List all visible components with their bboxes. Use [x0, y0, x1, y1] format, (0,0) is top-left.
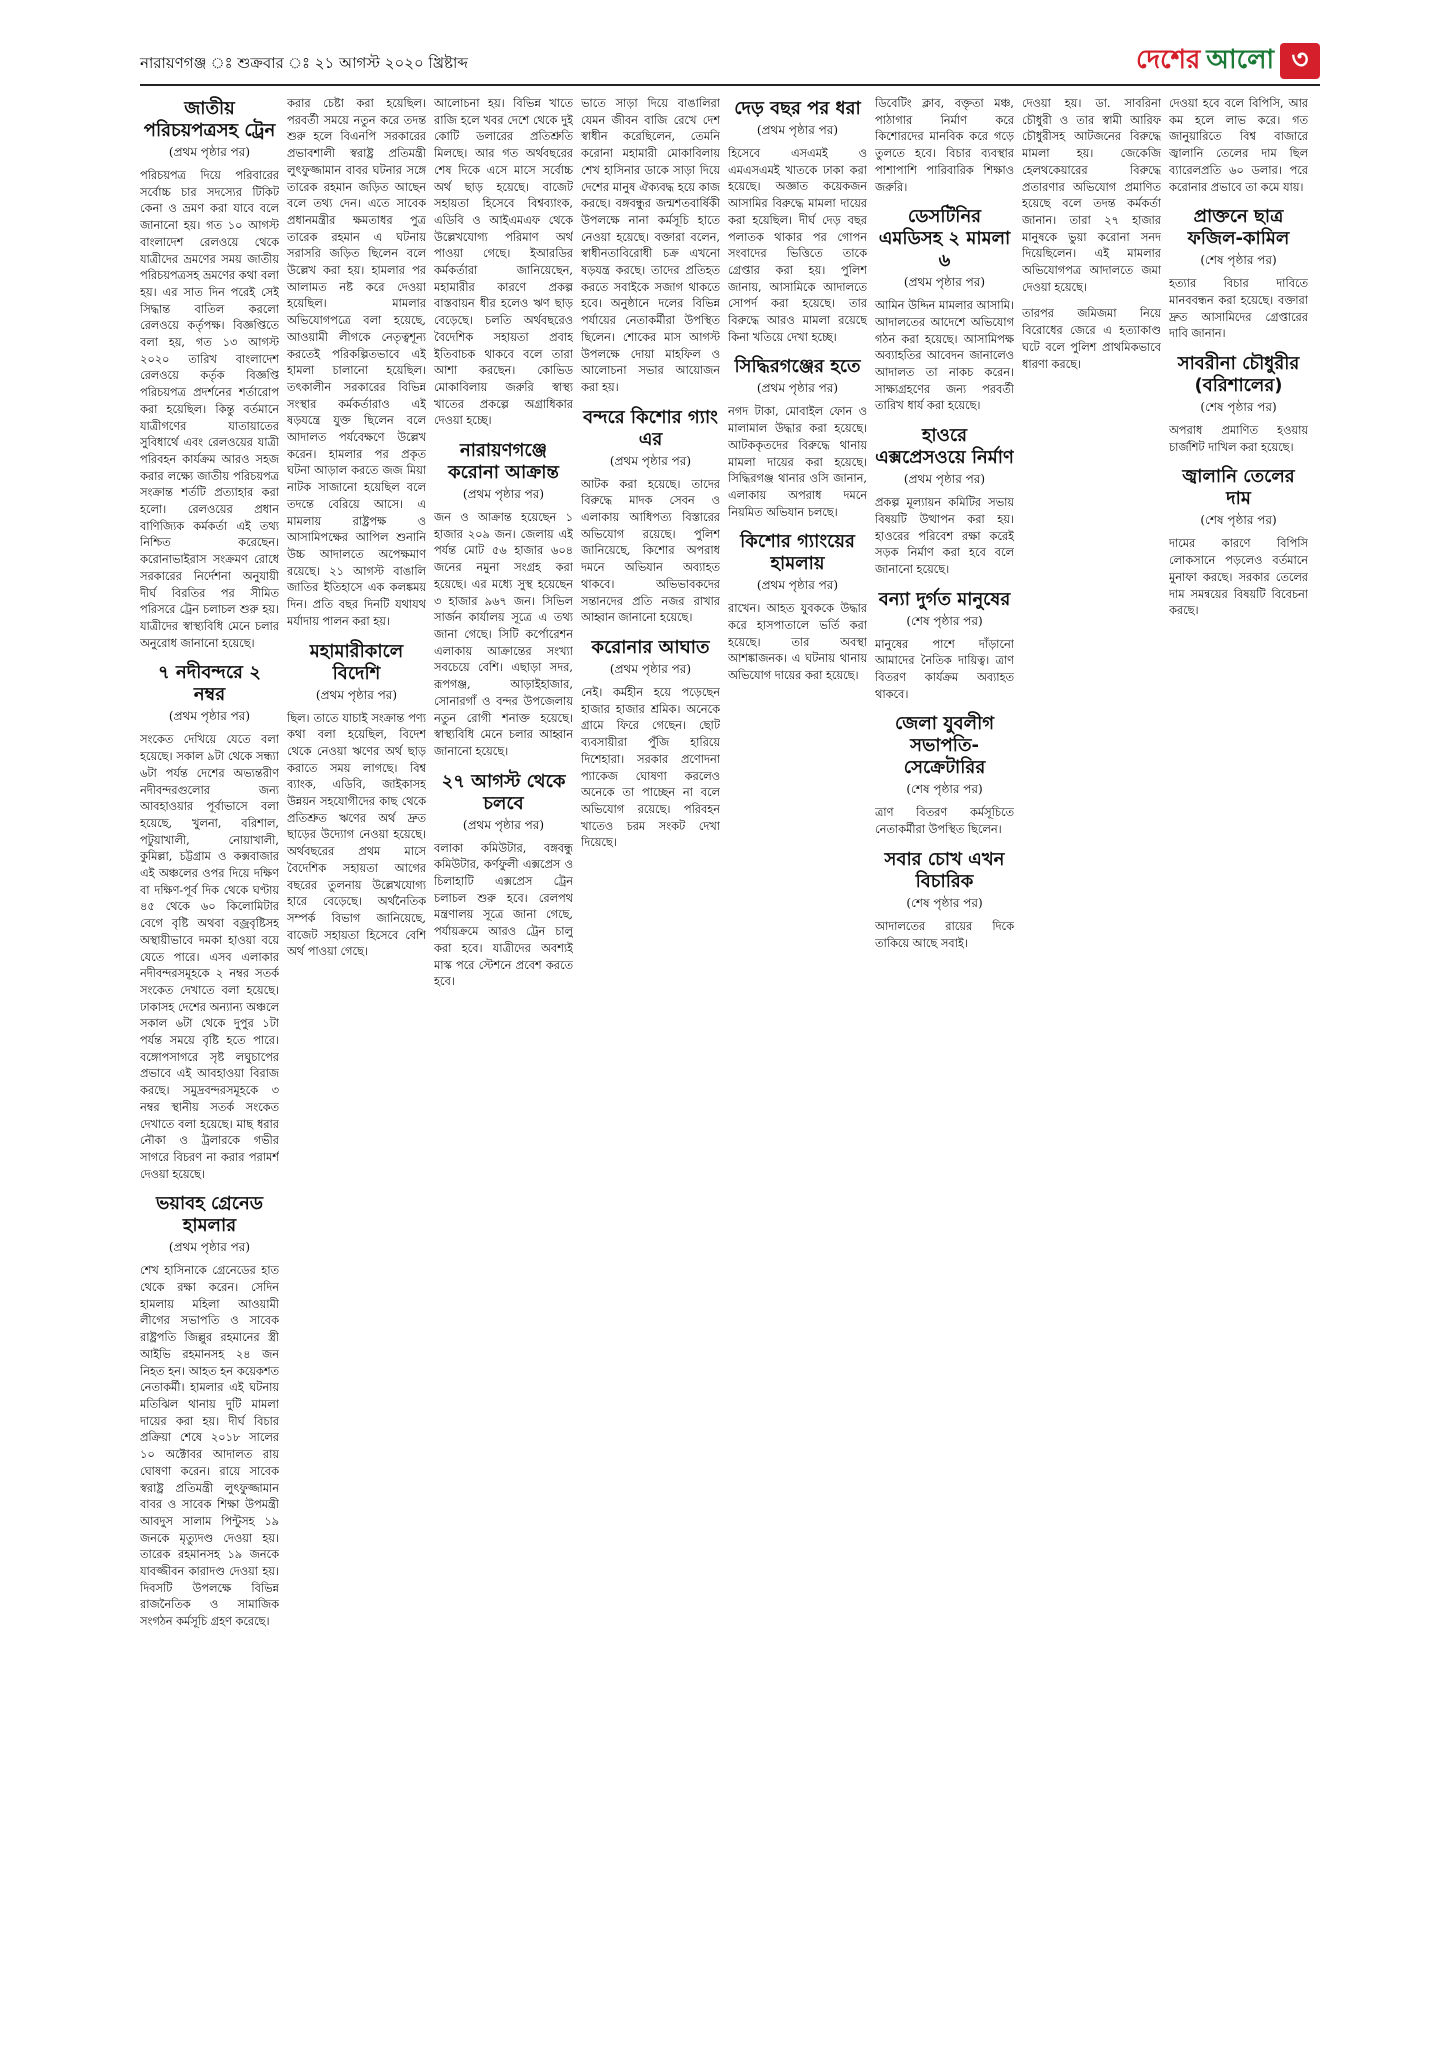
article-headline: দেড় বছর পর ধরা: [734, 98, 861, 119]
continuation-note: (প্রথম পৃষ্ঠার পর): [903, 275, 986, 290]
continuation-note: (শেষ পৃষ্ঠার পর): [1200, 400, 1277, 415]
news-column: [581, 96, 720, 2026]
continuation-note: (প্রথম পৃষ্ঠার পর): [462, 817, 545, 832]
article-block: [1169, 353, 1308, 456]
article-body: ত্রাণ বিতরণ কর্মসূচিতে নেতাকর্মীরা উপস্থিত ছিলেন।: [875, 806, 1014, 837]
continuation-note: (প্রথম পৃষ্ঠার পর): [315, 687, 398, 702]
article-block: [875, 589, 1014, 704]
article-block: [434, 96, 573, 430]
continuation-note: (প্রথম পৃষ্ঠার পর): [756, 381, 839, 396]
article-body: জন ও আক্রান্ত হয়েছেন ১ হাজার ২০৯ জন। জেলায় এই পর্যন্ত মোট ৫৬ হাজার ৬০৪ জনের নমুনা সংগ্রহ করা হয়েছে। এর মধ্যে সুস্থ হয়েছেন ৩ হাজার ৯৬৭ জন। সিভিল সার্জন কার্যালয় সূত্রে এ তথ্য জানা গেছে। সিটি কর্পোরেশন এলাকায় আক্রান্তের সংখ্যা সবচেয়ে বেশি। এছাড়া সদর, রূপগঞ্জ, আড়াইহাজার, সোনারগাঁ ও বন্দর উপজেলায় নতুন রোগী শনাক্ত হয়েছে। স্বাস্থ্যবিধি মেনে চলার আহ্বান জানানো হয়েছে।: [434, 511, 573, 758]
article-body: আমিন উদ্দিন মামলার আসামি। আদালতের আদেশে অভিযোগ গঠন করা হয়েছে। আসামিপক্ষ অব্যাহতির আবেদন জানালেও আদালত তা নাকচ করেন। সাক্ষ্যগ্রহণের জন্য পরবর্তী তারিখ ধার্য করা হয়েছে।: [875, 299, 1014, 413]
article-body: দেওয়া হয়। ডা. সাবরিনা চৌধুরী ও তার স্বামী আরিফ চৌধুরীসহ আটজনের বিরুদ্ধে মামলা হয়। জেকেজি হেলথকেয়ারের বিরুদ্ধে প্রতারণার অভিযোগ প্রমাণিত হয়েছে বলে তদন্ত কর্মকর্তা জানান। তারা ২৭ হাজার মানুষকে ভুয়া করোনা সনদ দিয়েছিলেন। এই মামলার অভিযোগপত্র আদালতে জমা দেওয়া হয়েছে।: [1022, 97, 1161, 294]
article-body: দেওয়া হবে বলে বিপিসি, আর কম হলে লাভ করে। গত জানুয়ারিতে বিশ্ব বাজারে জ্বালানি তেলের দাম ছিল ব্যারেলপ্রতি ৬০ ডলার। পরে করোনার প্রভাবে তা কমে যায়।: [1169, 97, 1308, 194]
article-headline: জ্বালানি তেলের দাম: [1182, 466, 1295, 510]
article-headline: মহামারীকালে বিদেশি: [309, 640, 404, 684]
article-block: [875, 849, 1014, 952]
article-headline: সিদ্ধিরগঞ্জের হতে: [734, 356, 861, 378]
article-body: সংকেত দেখিয়ে যেতে বলা হয়েছে। সকাল ৯টা থেকে সন্ধ্যা ৬টা পর্যন্ত দেশের অভ্যন্তরীণ নদীবন্দরগুলোর জন্য আবহাওয়ার পূর্বাভাসে বলা হয়েছে, খুলনা, বরিশাল, পটুয়াখালী, নোয়াখালী, কুমিল্লা, চট্টগ্রাম ও কক্সবাজার এই অঞ্চলের ওপর দিয়ে দক্ষিণ বা দক্ষিণ-পূর্ব দিক থেকে ঘণ্টায় ৪৫ থেকে ৬০ কিলোমিটার বেগে বৃষ্টি অথবা বজ্রবৃষ্টিসহ অস্থায়ীভাবে দমকা হাওয়া বয়ে যেতে পারে। এসব এলাকার নদীবন্দরসমূহকে ২ নম্বর সতর্ক সংকেত দেখাতে বলা হয়েছে। ঢাকাসহ দেশের অন্যান্য অঞ্চলে সকাল ৬টা থেকে দুপুর ১টা পর্যন্ত সময়ে বৃষ্টি হতে পারে। বঙ্গোপসাগরে সৃষ্ট লঘুচাপের প্রভাবে এই আবহাওয়া বিরাজ করছে। সমুদ্রবন্দরসমূহকে ৩ নম্বর স্থানীয় সতর্ক সংকেত দেখাতে বলা হয়েছে। মাছ ধরার নৌকা ও ট্রলারকে গভীর সাগরে বিচরণ না করার পরামর্শ দেওয়া হয়েছে।: [140, 733, 279, 1181]
article-body: বলাকা কমিউটার, বঙ্গবন্ধু কমিউটার, কর্ণফুলী এক্সপ্রেস ও চিলাহাটি এক্সপ্রেস ট্রেন চলাচল শুরু হবে। রেলপথ মন্ত্রণালয় সূত্রে জানা গেছে, পর্যায়ক্রমে আরও ট্রেন চালু করা হবে। যাত্রীদের অবশ্যই মাস্ক পরে স্টেশনে প্রবেশ করতে হবে।: [434, 841, 573, 989]
article-headline: বন্যা দুর্গত মানুষের: [878, 588, 1011, 610]
masthead-logo: [1136, 42, 1320, 80]
continuation-note: (শেষ পৃষ্ঠার পর): [1200, 253, 1277, 268]
news-column: [1022, 96, 1161, 2026]
page-number: ৩: [1280, 43, 1320, 79]
article-body: দামের কারণে বিপিসি লোকসানে পড়লেও বর্তমানে মুনাফা করছে। সরকার তেলের দাম সমন্বয়ের বিষয়টি বিবেচনা করছে।: [1169, 537, 1308, 618]
article-body: নগদ টাকা, মোবাইল ফোন ও মালামাল উদ্ধার করা হয়েছে। আটককৃতদের বিরুদ্ধে থানায় মামলা দায়ের করা হয়েছে। সিদ্ধিরগঞ্জ থানার ওসি জানান, এলাকায় অপরাধ দমনে নিয়মিত অভিযান চলছে।: [728, 405, 867, 519]
article-block: [140, 1193, 279, 1630]
article-headline: কিশোর গ্যাংয়ের হামলায়: [740, 531, 855, 575]
continuation-note: (প্রথম পৃষ্ঠার পর): [756, 123, 839, 137]
article-body: অপরাধ প্রমাণিত হওয়ায় চার্জশিট দাখিল করা হয়েছে।: [1169, 424, 1308, 454]
news-column: [1169, 96, 1308, 2026]
article-headline: জাতীয় পরিচয়পত্রসহ ট্রেন: [143, 98, 276, 141]
news-column: [875, 96, 1014, 2026]
article-block: [434, 440, 573, 761]
article-headline: নারায়ণগঞ্জে করোনা আক্রান্ত: [448, 440, 559, 484]
article-body: ভাতে সাড়া দিয়ে বাঙালিরা যেমন জীবন বাজি রেখে দেশ স্বাধীন করেছিলেন, তেমনি করোনা মহামারী মোকাবিলায় শেখ হাসিনার ডাকে সাড়া দিয়ে দেশের মানুষ ঐক্যবদ্ধ হয়ে কাজ করছে। বঙ্গবন্ধুর জন্মশতবার্ষিকী উপলক্ষে নানা কর্মসূচি হাতে নেওয়া হয়েছে। বক্তারা বলেন, স্বাধীনতাবিরোধী চক্র এখনো ষড়যন্ত্র করছে। তাদের প্রতিহত করতে সবাইকে সজাগ থাকতে হবে। অনুষ্ঠানে দলের বিভিন্ন পর্যায়ের নেতাকর্মীরা উপস্থিত ছিলেন। শোকের মাস আগস্ট উপলক্ষে দোয়া মাহফিল ও আলোচনা সভার আয়োজন করা হয়।: [581, 97, 720, 394]
continuation-note: (প্রথম পৃষ্ঠার পর): [462, 487, 545, 502]
header-rule: [140, 84, 1320, 86]
article-block: [581, 637, 720, 852]
article-block: [287, 96, 426, 631]
continuation-note: (শেষ পৃষ্ঠার পর): [906, 782, 983, 797]
article-block: [875, 713, 1014, 838]
article-block: [581, 407, 720, 627]
news-column: [434, 96, 573, 2026]
article-block: [1022, 306, 1161, 373]
article-block: [1169, 96, 1308, 196]
article-headline: ৭ নদীবন্দরে ২ নম্বর: [158, 662, 261, 706]
continuation-note: (প্রথম পৃষ্ঠার পর): [609, 661, 692, 676]
article-block: [875, 425, 1014, 579]
article-body: হত্যার বিচার দাবিতে মানববন্ধন করা হয়েছে। বক্তারা দ্রুত আসামিদের গ্রেপ্তারের দাবি জানান।: [1169, 277, 1308, 341]
article-body: ছিল। তাতে যাচাই সংক্রান্ত পণ্য কথা বলা হয়েছিল, বিদেশ থেকে নেওয়া ঋণের অর্থ ছাড় করাতে সময় লাগছে। বিশ্ব ব্যাংক, এডিবি, জাইকাসহ উন্নয়ন সহযোগীদের কাছ থেকে প্রতিশ্রুত ঋণের অর্থ দ্রুত ছাড়ের উদ্যোগ নেওয়া হয়েছে। অর্থবছরের প্রথম মাসে বৈদেশিক সহায়তা আগের বছরের তুলনায় উল্লেখযোগ্য হারে বেড়েছে। অর্থনৈতিক সম্পর্ক বিভাগ জানিয়েছে, বাজেট সহায়তা হিসেবে বেশি অর্থ পাওয়া গেছে।: [287, 711, 426, 959]
continuation-note: (প্রথম পৃষ্ঠার পর): [168, 1240, 251, 1255]
continuation-note: (প্রথম পৃষ্ঠার পর): [168, 145, 251, 159]
article-block: [434, 771, 573, 991]
article-headline: হাওরে এক্সপ্রেসওয়ে নির্মাণ: [875, 425, 1014, 469]
article-body: শেখ হাসিনাকে গ্রেনেডের হাত থেকে রক্ষা করেন। সেদিন হামলায় মহিলা আওয়ামী লীগের সভাপতি ও সাবেক রাষ্ট্রপতি জিল্লুর রহমানের স্ত্রী আইভি রহমানসহ ২৪ জন নিহত হন। আহত হন কয়েকশত নেতাকর্মী। হামলার এই ঘটনায় মতিঝিল থানায় দুটি মামলা দায়ের করা হয়। দীর্ঘ বিচার প্রক্রিয়া শেষে ২০১৮ সালের ১০ অক্টোবর আদালত রায় ঘোষণা করেন। রায়ে সাবেক স্বরাষ্ট্র প্রতিমন্ত্রী লুৎফুজ্জামান বাবর ও সাবেক শিক্ষা উপমন্ত্রী আবদুস সালাম পিন্টুসহ ১৯ জনকে মৃত্যুদণ্ড দেওয়া হয়। তারেক রহমানসহ ১৯ জনকে যাবজ্জীবন কারাদণ্ড দেওয়া হয়। দিবসটি উপলক্ষে বিভিন্ন রাজনৈতিক ও সামাজিক সংগঠন কর্মসূচি গ্রহণ করেছে।: [140, 1264, 279, 1629]
article-body: তারপর জমিজমা নিয়ে বিরোধের জেরে এ হত্যাকাণ্ড ঘটে বলে পুলিশ প্রাথমিকভাবে ধারণা করছে।: [1022, 307, 1161, 371]
continuation-note: (প্রথম পৃষ্ঠার পর): [756, 578, 839, 593]
article-headline: জেলা যুবলীগ সভাপতি-সেক্রেটারির: [894, 713, 995, 779]
continuation-note: (প্রথম পৃষ্ঠার পর): [903, 472, 986, 487]
article-body: ডিবেটিং ক্লাব, বক্তৃতা মঞ্চ, পাঠাগার নির্মাণ করে কিশোরদের মানবিক করে গড়ে তুলতে হবে। বিচার ব্যবস্থার পাশাপাশি পারিবারিক শিক্ষাও জরুরি।: [875, 97, 1014, 194]
article-body: করার চেষ্টা করা হয়েছিল। পরবর্তী সময়ে নতুন করে তদন্ত শুরু হলে বিএনপি সরকারের প্রভাবশালী স্বরাষ্ট্র প্রতিমন্ত্রী লুৎফুজ্জামান বাবর ঘটনার সঙ্গে তারেক রহমান জড়িত আছেন বলে তথ্য দেন। এতে সাবেক প্রধানমন্ত্রীর ক্ষমতাধর পুত্র তারেক রহমান এ ঘটনায় সরাসরি জড়িত ছিলেন বলে উল্লেখ করা হয়। হামলার পর আলামত নষ্ট করে দেওয়া হয়েছিল। মামলার অভিযোগপত্রে বলা হয়েছে, আওয়ামী লীগকে নেতৃত্বশূন্য করতেই পরিকল্পিতভাবে এই হামলা চালানো হয়েছিল। তৎকালীন সরকারের বিভিন্ন সংস্থার কর্মকর্তারাও এই ষড়যন্ত্রে যুক্ত ছিলেন বলে আদালত পর্যবেক্ষণে উল্লেখ করেন। হামলার পর প্রকৃত ঘটনা আড়াল করতে জজ মিয়া নাটক সাজানো হয়েছিল বলে তদন্তে বেরিয়ে আসে। এ মামলায় রাষ্ট্রপক্ষ ও আসামিপক্ষের আপিল শুনানি উচ্চ আদালতে অপেক্ষমাণ রয়েছে। ২১ আগস্ট বাঙালি জাতির ইতিহাসে এক কলঙ্কময় দিন। প্রতি বছর দিনটি যথাযথ মর্যাদায় পালন করা হয়।: [287, 97, 426, 628]
article-body: মানুষের পাশে দাঁড়ানো আমাদের নৈতিক দায়িত্ব। ত্রাণ বিতরণ কার্যক্রম অব্যাহত থাকবে।: [875, 637, 1014, 701]
date-line: নারায়ণগঞ্জ ঃ শুক্রবার ঃ ২১ আগস্ট ২০২০ খ্রিষ্টাব্দ: [140, 54, 468, 72]
article-block: [581, 96, 720, 397]
continuation-note: (প্রথম পৃষ্ঠার পর): [168, 709, 251, 724]
article-block: [728, 356, 867, 521]
article-block: [875, 206, 1014, 415]
article-headline: ভয়াবহ গ্রেনেড হামলার: [156, 1193, 263, 1237]
continuation-note: (প্রথম পৃষ্ঠার পর): [609, 453, 692, 468]
article-body: রাখেন। আহত যুবককে উদ্ধার করে হাসপাতালে ভর্তি করা হয়েছে। তার অবস্থা আশঙ্কাজনক। এ ঘটনায় থানায় অভিযোগ দায়ের করা হয়েছে।: [728, 602, 867, 683]
article-headline: ডেসটিনির এমডিসহ ২ মামলা ৬: [878, 206, 1011, 272]
continuation-note: (শেষ পৃষ্ঠার পর): [906, 613, 983, 628]
article-headline: করোনার আঘাত: [591, 636, 710, 658]
continuation-note: (শেষ পৃষ্ঠার পর): [906, 895, 983, 910]
news-column: [728, 96, 867, 2026]
continuation-note: (শেষ পৃষ্ঠার পর): [1200, 513, 1277, 528]
article-body: আটক করা হয়েছে। তাদের বিরুদ্ধে মাদক সেবন ও এলাকায় আধিপত্য বিস্তারের অভিযোগ রয়েছে। পুলিশ জানিয়েছে, কিশোর অপরাধ দমনে অভিযান অব্যাহত থাকবে। অভিভাবকদের সন্তানদের প্রতি নজর রাখার আহ্বান জানানো হয়েছে।: [581, 477, 720, 625]
article-headline: সাবরীনা চৌধুরীর (বরিশালের): [1177, 353, 1300, 397]
page-header: [140, 40, 1320, 80]
article-headline: ২৭ আগস্ট থেকে চলবে: [441, 770, 566, 814]
article-block: [1169, 206, 1308, 343]
logo-word-1: দেশের: [1135, 45, 1201, 75]
article-headline: বন্দরে কিশোর গ্যাং এর: [583, 406, 718, 450]
article-block: [728, 98, 867, 346]
article-block: [728, 531, 867, 685]
article-body: আলোচনা হয়। বিভিন্ন খাতে রাজি হলে খবর দেশে থেকে দুই কোটি ডলারের প্রতিশ্রুতি মিলছে। আর গত অর্থবছরের শেষ দিকে এসে মাসে সর্বোচ্চ অর্থ ছাড় হয়েছে। বাজেট সহায়তা হিসেবে বিশ্বব্যাংক, এডিবি ও আইএমএফ থেকে উল্লেখযোগ্য পরিমাণ অর্থ পাওয়া গেছে। ইআরডির কর্মকর্তারা জানিয়েছেন, মহামারীর কারণে প্রকল্প বাস্তবায়ন ধীর হলেও ঋণ ছাড় বেড়েছে। চলতি অর্থবছরেও বৈদেশিক সহায়তা প্রবাহ ইতিবাচক থাকবে বলে তারা আশা করছেন। কোভিড মোকাবিলায় জরুরি স্বাস্থ্য খাতের প্রকল্পে অগ্রাধিকার দেওয়া হচ্ছে।: [434, 97, 573, 428]
article-block: [875, 96, 1014, 196]
article-block: [287, 641, 426, 962]
logo-word-2: আলো: [1206, 45, 1274, 75]
article-headline: প্রাক্তনে ছাত্র ফজিল-কামিল: [1187, 206, 1290, 250]
article-body: পরিচয়পত্র দিয়ে পরিবারের সর্বোচ্চ চার সদস্যের টিকিট কেনা ও ভ্রমণ করা যাবে বলে জানানো হয়। গত ১০ আগস্ট বাংলাদেশ রেলওয়ে থেকে যাত্রীদের ভ্রমণের সময় জাতীয় পরিচয়পত্রসহ ভ্রমণের কথা বলা হয়। এর সাত দিন পরেই সেই সিদ্ধান্ত বাতিল করলো রেলওয়ে কর্তৃপক্ষ। বিজ্ঞপ্তিতে বলা হয়, গত ১৩ আগস্ট ২০২০ তারিখ বাংলাদেশ রেলওয়ে কর্তৃক বিজ্ঞপ্তি পরিচয়পত্র প্রদর্শনের শর্তারোপ করা হয়েছিল। কিন্তু বর্তমানে যাত্রীগণের যাতায়াতের সুবিধার্থে এবং রেলওয়ের যাত্রী পরিবহন কার্যক্রম আরও সহজ করার লক্ষ্যে জাতীয় পরিচয়পত্র সংক্রান্ত শর্তটি প্রত্যাহার করা হলো। রেলওয়ের প্রধান বাণিজ্যিক কর্মকর্তা এই তথ্য নিশ্চিত করেছেন। করোনাভাইরাস সংক্রমণ রোধে সরকারের নির্দেশনা অনুযায়ী দীর্ঘ বিরতির পর সীমিত পরিসরে ট্রেন চলাচল শুরু হয়। যাত্রীদের স্বাস্থ্যবিধি মেনে চলার অনুরোধ জানানো হয়েছে।: [140, 169, 279, 650]
article-body: নেই। কর্মহীন হয়ে পড়েছেন হাজার হাজার শ্রমিক। অনেকে গ্রামে ফিরে গেছেন। ছোট ব্যবসায়ীরা পুঁজি হারিয়ে দিশেহারা। সরকার প্রণোদনা প্যাকেজ ঘোষণা করলেও অনেকে তা পাচ্ছেন না বলে অভিযোগ রয়েছে। পরিবহন খাতেও চরম সংকট দেখা দিয়েছে।: [581, 685, 720, 850]
article-block: [140, 662, 279, 1183]
article-body: প্রকল্প মূল্যায়ন কমিটির সভায় বিষয়টি উত্থাপন করা হয়। হাওরের পরিবেশ রক্ষা করেই সড়ক নির্মাণ করা হবে বলে জানানো হয়েছে।: [875, 496, 1014, 576]
news-column: [140, 96, 279, 2026]
article-block: [1022, 96, 1161, 296]
news-column: [287, 96, 426, 2026]
article-block: [1169, 466, 1308, 620]
article-body: হিসেবে এসএমই ও এমএসএমই খাতকে ঢাকা করা হয়েছে। অজ্ঞাত কয়েকজন আসামির বিরুদ্ধে মামলা দায়ের করা হয়েছিল। দীর্ঘ দেড় বছর পলাতক থাকার পর গোপন সংবাদের ভিত্তিতে তাকে গ্রেপ্তার করা হয়। পুলিশ জানায়, আসামিকে আদালতে সোপর্দ করা হয়েছে। তার বিরুদ্ধে আরও মামলা রয়েছে কিনা খতিয়ে দেখা হচ্ছে।: [728, 147, 867, 344]
article-body: আদালতের রায়ের দিকে তাকিয়ে আছে সবাই।: [875, 919, 1014, 950]
article-headline: সবার চোখ এখন বিচারিক: [884, 848, 1005, 892]
article-block: [140, 98, 279, 652]
